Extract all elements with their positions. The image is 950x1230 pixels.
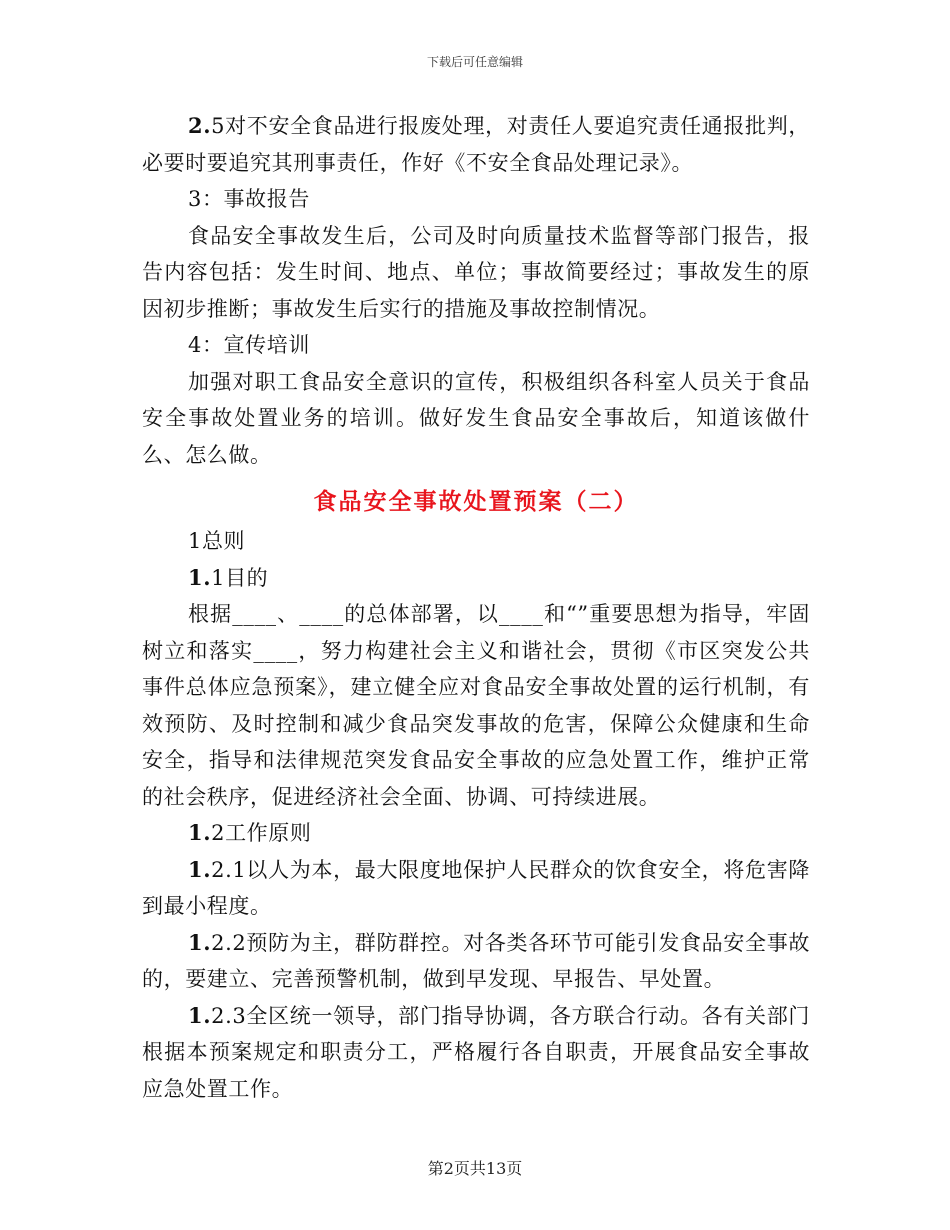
section-heading-general: 1总则 bbox=[188, 529, 246, 553]
paragraph-purpose: 根据____、____的总体部署，以____和“”重要思想为指导，牢固树立和落实____，努力构建社会主义和谐社会，贯彻《市区突发公共事件总体应急预案》，建立健全应对食品安全事故处置的运行机制，有效预防、及时控制和减少食品突发事故的危害，保障公众健康和生命安全，指导和法律规范突发食品安全事故的应急处置工作，维护正常的社会秩序，促进经济社会全面、协调、可持续进展。 bbox=[142, 602, 810, 809]
document-body bbox=[142, 108, 810, 1107]
heading-text: 2工作原则 bbox=[211, 821, 312, 845]
section-number: 1. bbox=[188, 820, 212, 845]
paragraph-1-2-2 bbox=[142, 925, 810, 998]
paragraph-text: 2.3全区统一领导，部门指导协调，各方联合行动。各有关部门根据本预案规定和职责分工，严格履行各自职责，开展食品安全事故应急处置工作。 bbox=[142, 1003, 810, 1101]
paragraph-accident-report: 食品安全事故发生后，公司及时向质量技术监督等部门报告，报告内容包括：发生时间、地点、单位；事故简要经过；事故发生的原因初步推断；事故发生后实行的措施及事故控制情况。 bbox=[142, 223, 810, 321]
document-title: 食品安全事故处置预案（二） bbox=[313, 489, 639, 515]
section-heading-accident-report: 3：事故报告 bbox=[188, 187, 310, 211]
paragraph-text: 2.2预防为主，群防群控。对各类各环节可能引发食品安全事故的，要建立、完善预警机制，做到早发现、早报告、早处置。 bbox=[142, 930, 810, 991]
section-number: 1. bbox=[188, 856, 212, 882]
paragraph-text: 2.1以人为本，最大限度地保护人民群众的饮食安全，将危害降到最小程度。 bbox=[142, 857, 810, 918]
paragraph-2-5 bbox=[142, 108, 810, 181]
paragraph-text: 5对不安全食品进行报废处理，对责任人要追究责任通报批判，必要时要追究其刑事责任，作好《不安全食品处理记录》。 bbox=[142, 114, 810, 175]
heading-text: 1目的 bbox=[211, 565, 269, 590]
paragraph-1-2-1 bbox=[142, 852, 810, 925]
section-number: 1. bbox=[188, 1002, 212, 1028]
section-number: 1. bbox=[188, 564, 212, 590]
section-number: 1. bbox=[188, 929, 212, 955]
paragraph-1-2-3 bbox=[142, 998, 810, 1108]
page-header: 下载后可任意编辑 bbox=[426, 55, 523, 69]
paragraph-training: 加强对职工食品安全意识的宣传，积极组织各科室人员关于食品安全事故处置业务的培训。做好发生食品安全事故后，知道该做什么、怎么做。 bbox=[142, 369, 810, 467]
section-number: 2. bbox=[188, 113, 212, 138]
page-footer: 第2页共13页 bbox=[427, 1159, 523, 1178]
section-heading-training: 4：宣传培训 bbox=[188, 333, 310, 357]
section-heading-purpose bbox=[142, 560, 810, 597]
section-heading-principles bbox=[142, 815, 810, 852]
